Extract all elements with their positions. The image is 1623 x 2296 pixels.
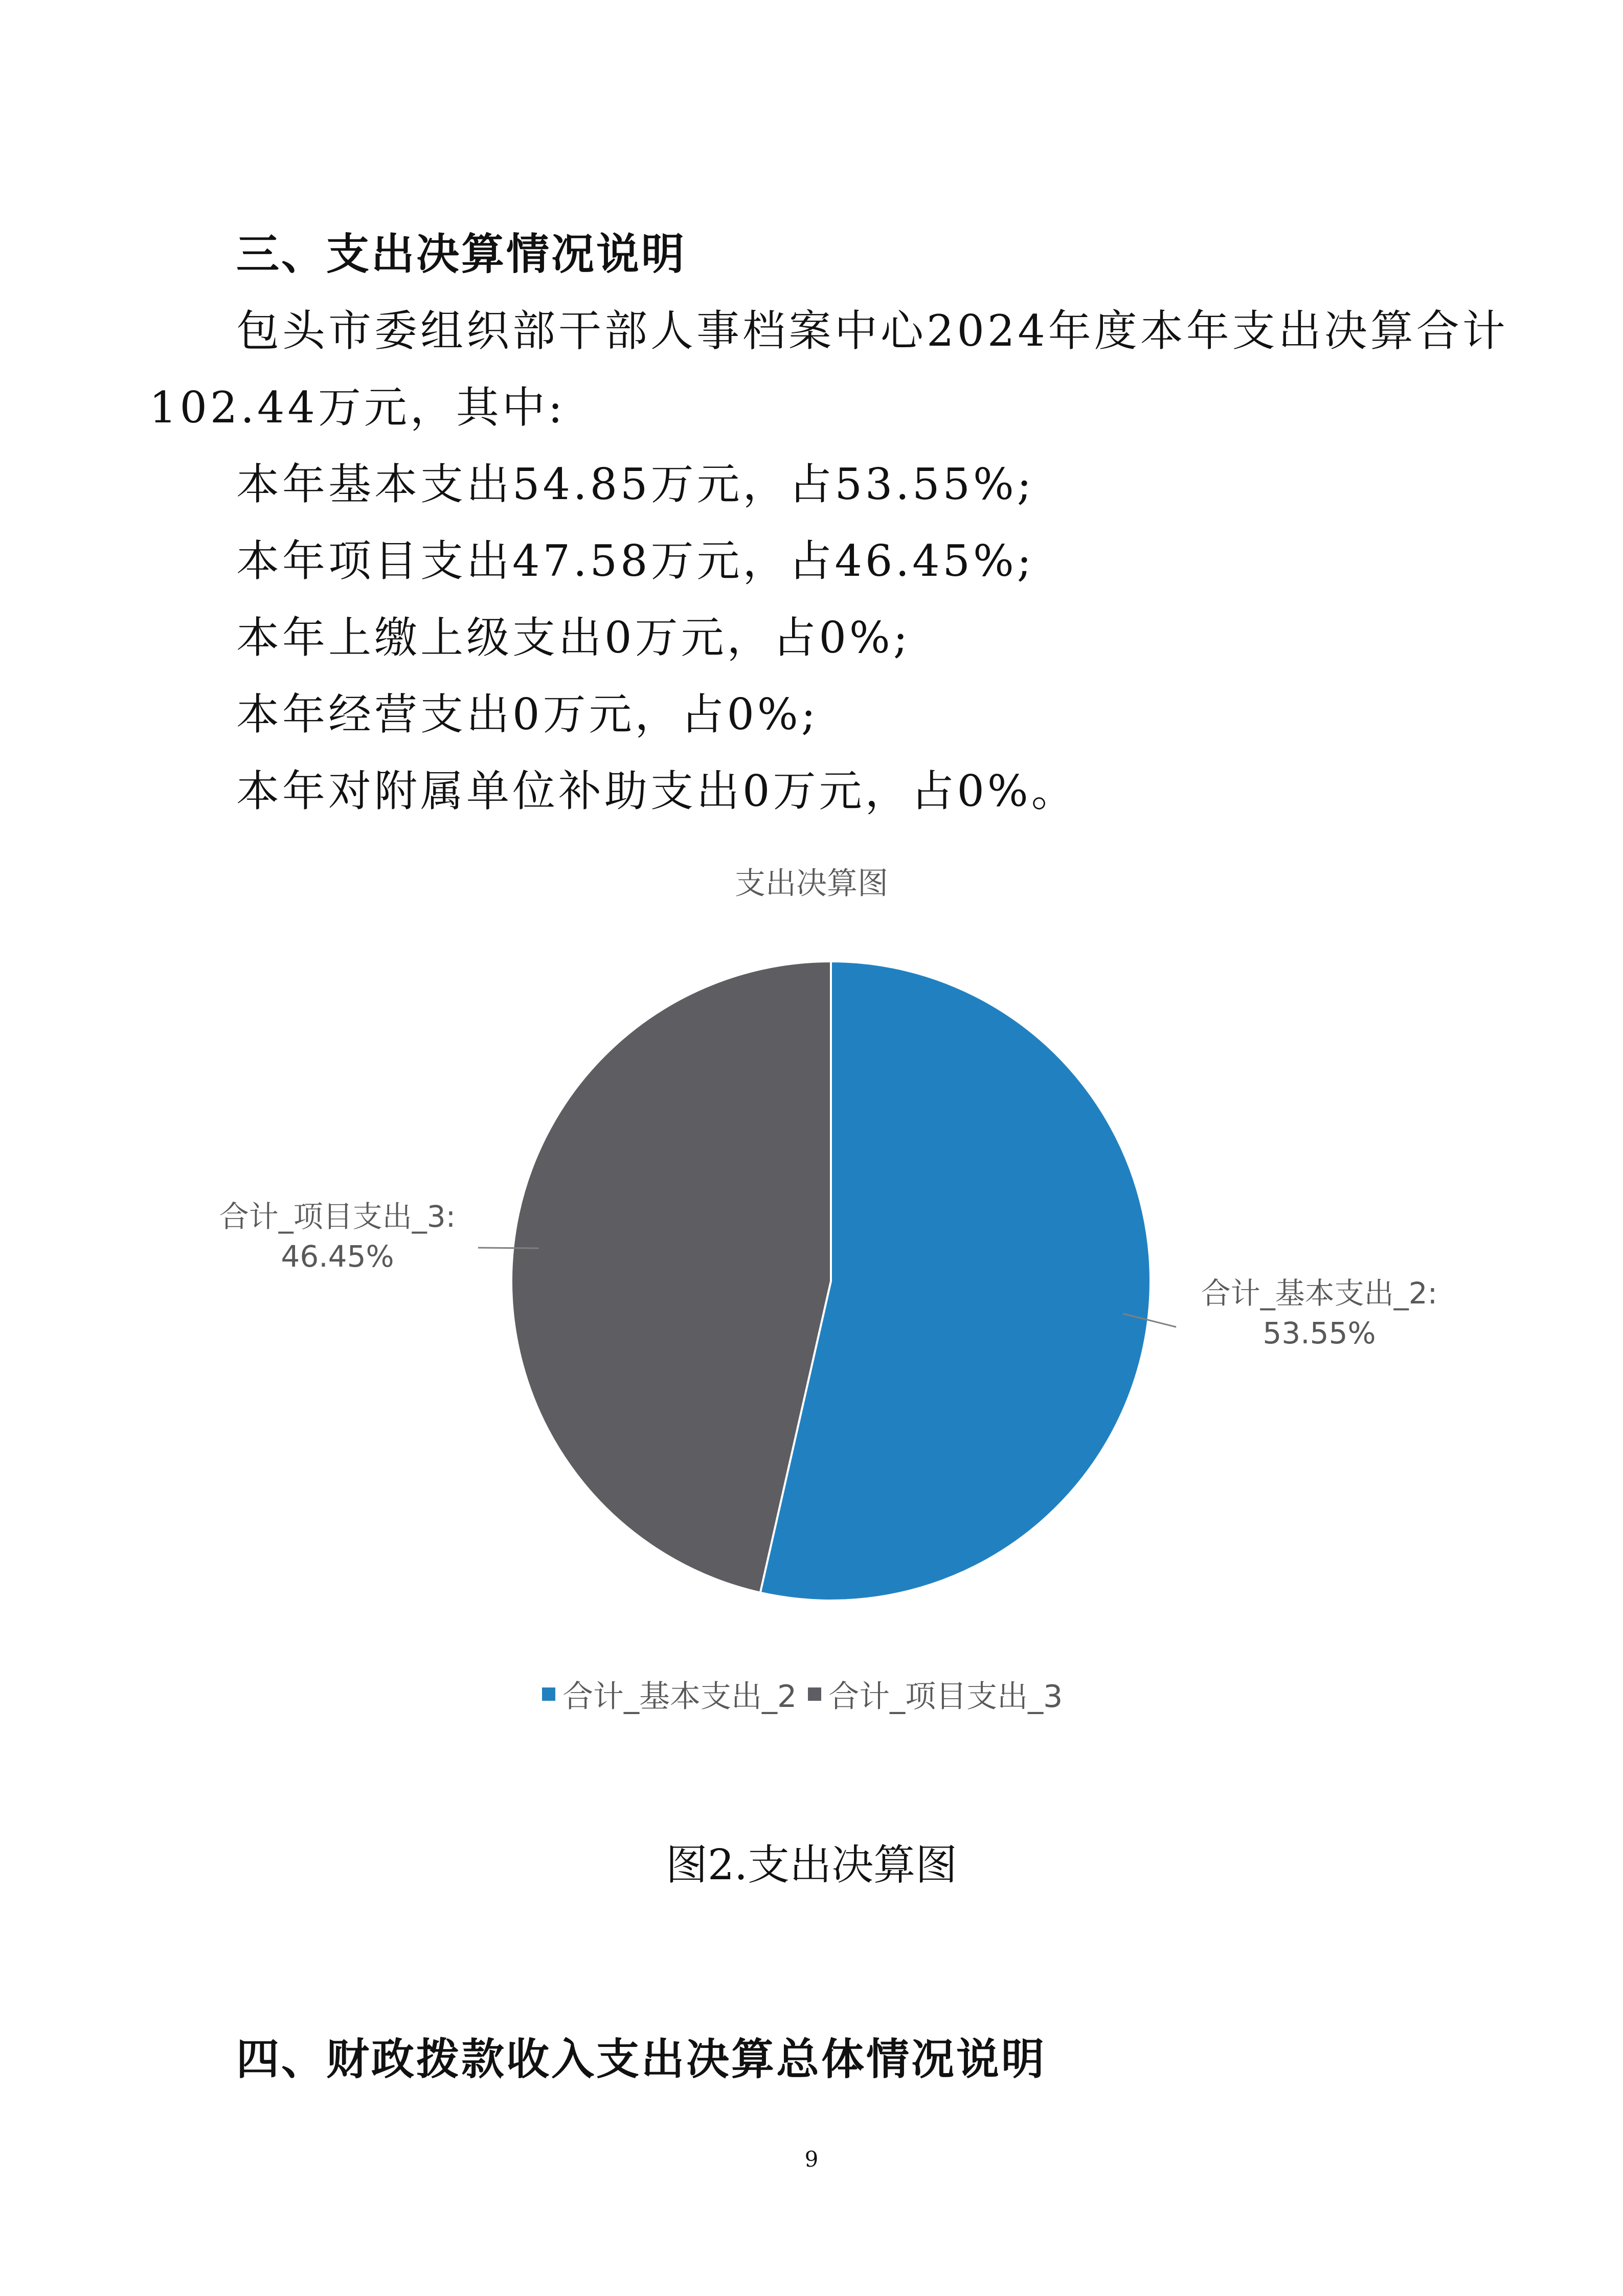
legend-entry-basic bbox=[542, 1672, 797, 1716]
legend-label-project: 合计_项目支出_3 bbox=[828, 1679, 1063, 1715]
expense-item-basic: 本年基本支出54.85万元，占53.55%; bbox=[236, 459, 1035, 509]
data-label-basic-name: 合计_基本支出_2: bbox=[1201, 1276, 1438, 1311]
intro-line-1: 包头市委组织部干部人事档案中心2024年度本年支出决算合计 bbox=[236, 306, 1508, 356]
legend-label-basic: 合计_基本支出_2 bbox=[562, 1679, 797, 1715]
intro-line-2: 102.44万元，其中: bbox=[149, 382, 566, 433]
section-four-heading: 四、财政拨款收入支出决算总体情况说明 bbox=[236, 2034, 1047, 2084]
data-label-project-value: 46.45% bbox=[281, 1239, 394, 1274]
data-label-project-name: 合计_项目支出_3: bbox=[219, 1199, 456, 1234]
data-label-basic-value: 53.55% bbox=[1263, 1316, 1376, 1350]
chart-legend bbox=[542, 1672, 1074, 1716]
legend-swatch-project bbox=[808, 1687, 821, 1701]
data-label-basic bbox=[1171, 1273, 1468, 1353]
section-three-heading: 三、支出决算情况说明 bbox=[236, 229, 687, 279]
data-label-project bbox=[194, 1197, 481, 1276]
chart-title: 支出决算图 bbox=[735, 866, 888, 902]
legend-entry-project bbox=[808, 1672, 1063, 1716]
legend-swatch-basic bbox=[542, 1687, 555, 1701]
page-number: 9 bbox=[804, 2147, 819, 2172]
expense-item-operating: 本年经营支出0万元，占0%; bbox=[236, 689, 819, 739]
expense-item-project: 本年项目支出47.58万元，占46.45%; bbox=[236, 536, 1035, 586]
expense-item-upper: 本年上缴上级支出0万元，占0%; bbox=[236, 613, 911, 663]
expense-item-subsidy: 本年对附属单位补助支出0万元，占0%。 bbox=[236, 766, 1077, 816]
figure-caption: 图2.支出决算图 bbox=[665, 1841, 958, 1889]
